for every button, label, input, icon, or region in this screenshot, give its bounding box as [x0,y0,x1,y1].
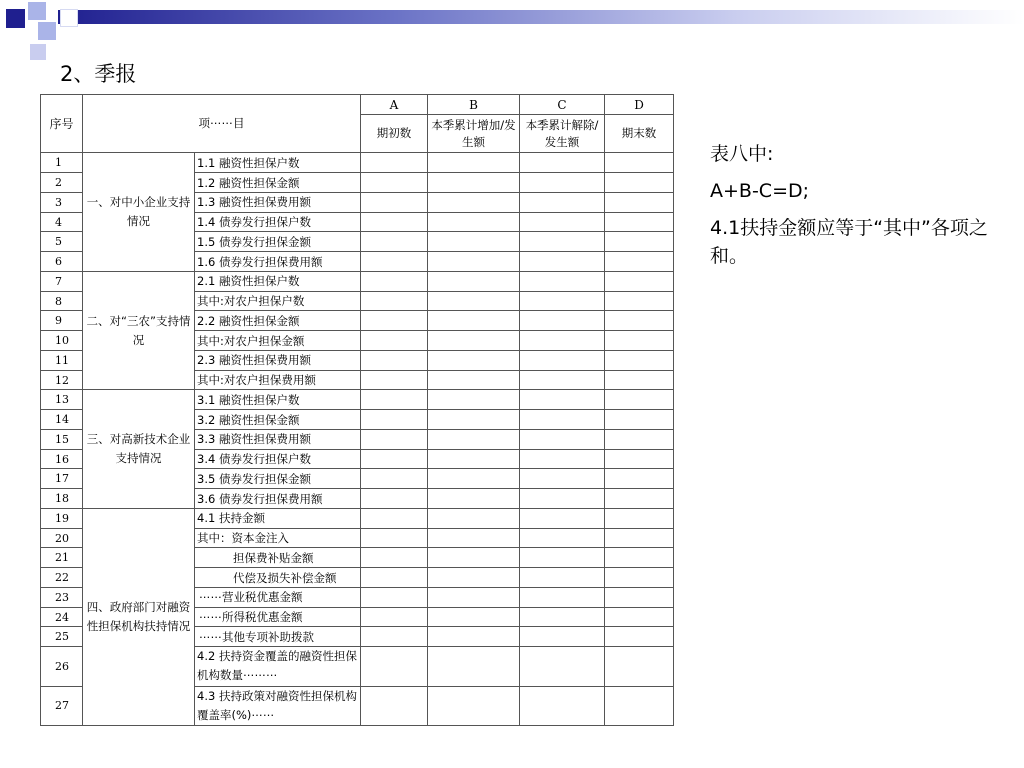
table-row [41,390,674,410]
value-cell [361,587,428,607]
value-cell [428,212,520,232]
slide-title: 2、季报 [60,62,137,86]
value-cell [428,271,520,291]
row-item: 4.3 扶持政策对融资性担保机构覆盖率(%)⋯⋯ [195,686,361,725]
value-cell [605,528,674,548]
value-cell [520,370,605,390]
value-cell [361,686,428,725]
value-cell [605,271,674,291]
row-item: 1.3 融资性担保费用额 [195,192,361,212]
row-number: 27 [41,686,83,725]
header-gradient-bar [58,10,1024,24]
group-label: 二、对“三农”支持情况 [83,271,195,390]
row-item: ⋯⋯所得税优惠金额 [195,607,361,627]
row-number: 21 [41,548,83,568]
table-header-row [41,95,674,115]
header-seq: 序号 [41,95,83,153]
note-line: A+B-C=D; [710,180,810,202]
value-cell [428,390,520,410]
value-cell [361,311,428,331]
row-item: 1.5 债券发行担保金额 [195,232,361,252]
value-cell [428,311,520,331]
value-cell [361,489,428,509]
row-number: 24 [41,607,83,627]
row-item: 其中:对农户担保费用额 [195,370,361,390]
note-line: 表八中: [710,143,774,165]
value-cell [605,390,674,410]
row-item: 2.3 融资性担保费用额 [195,350,361,370]
value-cell [605,587,674,607]
row-number: 7 [41,271,83,291]
value-cell [361,271,428,291]
header-col-label: 期初数 [361,115,428,153]
value-cell [428,508,520,528]
row-number: 3 [41,192,83,212]
row-item: 其中:对农户担保金额 [195,331,361,351]
value-cell [520,607,605,627]
header-col-letter: A [361,95,428,115]
value-cell [428,410,520,430]
row-number: 16 [41,449,83,469]
row-item: 2.1 融资性担保户数 [195,271,361,291]
value-cell [520,232,605,252]
value-cell [520,508,605,528]
value-cell [428,469,520,489]
row-number: 23 [41,587,83,607]
value-cell [605,607,674,627]
value-cell [361,528,428,548]
row-number: 4 [41,212,83,232]
value-cell [520,410,605,430]
value-cell [428,607,520,627]
row-number: 20 [41,528,83,548]
row-item: 3.6 债券发行担保费用额 [195,489,361,509]
row-item: 3.2 融资性担保金额 [195,410,361,430]
value-cell [428,449,520,469]
group-label: 四、政府部门对融资性担保机构扶持情况 [83,508,195,725]
value-cell [520,350,605,370]
value-cell [605,429,674,449]
value-cell [428,252,520,272]
group-label: 三、对高新技术企业支持情况 [83,390,195,509]
value-cell [428,192,520,212]
value-cell [520,311,605,331]
value-cell [361,173,428,193]
row-number: 13 [41,390,83,410]
value-cell [605,647,674,686]
value-cell [605,508,674,528]
note-line: 4.1扶持金额应等于“其中”各项之和。 [710,217,988,267]
row-item: 4.2 扶持资金覆盖的融资性担保机构数量⋯⋯⋯ [195,647,361,686]
row-number: 8 [41,291,83,311]
value-cell [361,370,428,390]
value-cell [361,429,428,449]
value-cell [605,153,674,173]
value-cell [605,173,674,193]
value-cell [520,331,605,351]
value-cell [605,410,674,430]
row-item: 担保费补贴金额 [195,548,361,568]
value-cell [520,252,605,272]
value-cell [605,686,674,725]
value-cell [428,587,520,607]
value-cell [605,370,674,390]
row-number: 19 [41,508,83,528]
row-item: 1.6 债券发行担保费用额 [195,252,361,272]
row-number: 17 [41,469,83,489]
value-cell [605,449,674,469]
value-cell [428,627,520,647]
row-item: 1.2 融资性担保金额 [195,173,361,193]
value-cell [361,607,428,627]
value-cell [361,350,428,370]
value-cell [605,331,674,351]
row-item: 3.5 债券发行担保金额 [195,469,361,489]
value-cell [520,153,605,173]
value-cell [520,627,605,647]
header-square-dark [6,9,25,28]
group-label: 一、对中小企业支持情况 [83,153,195,272]
row-item: 3.4 债券发行担保户数 [195,449,361,469]
header-square-light [30,44,46,60]
value-cell [520,548,605,568]
row-number: 2 [41,173,83,193]
value-cell [361,568,428,588]
value-cell [520,528,605,548]
row-item: 2.2 融资性担保金额 [195,311,361,331]
row-item: 代偿及损失补偿金额 [195,568,361,588]
value-cell [520,212,605,232]
row-item: ⋯⋯营业税优惠金额 [195,587,361,607]
value-cell [605,232,674,252]
header-square-outline [60,9,78,27]
value-cell [361,252,428,272]
notes-panel [710,140,1010,279]
row-number: 5 [41,232,83,252]
row-number: 1 [41,153,83,173]
header-square-light [38,22,56,40]
value-cell [520,271,605,291]
value-cell [520,291,605,311]
value-cell [361,153,428,173]
row-number: 26 [41,647,83,686]
header-col-letter: C [520,95,605,115]
row-number: 12 [41,370,83,390]
row-item: 4.1 扶持金额 [195,508,361,528]
row-number: 25 [41,627,83,647]
value-cell [520,568,605,588]
row-item: 3.3 融资性担保费用额 [195,429,361,449]
value-cell [605,469,674,489]
header-col-letter: B [428,95,520,115]
value-cell [605,350,674,370]
value-cell [428,173,520,193]
value-cell [520,469,605,489]
value-cell [361,469,428,489]
value-cell [520,489,605,509]
row-item: 1.4 债券发行担保户数 [195,212,361,232]
value-cell [520,587,605,607]
value-cell [605,291,674,311]
header-col-letter: D [605,95,674,115]
value-cell [428,548,520,568]
value-cell [361,449,428,469]
value-cell [428,647,520,686]
row-number: 15 [41,429,83,449]
value-cell [605,489,674,509]
header-square-light [28,2,46,20]
table-row [41,153,674,173]
value-cell [520,686,605,725]
value-cell [428,232,520,252]
row-item: 1.1 融资性担保户数 [195,153,361,173]
value-cell [361,291,428,311]
row-number: 14 [41,410,83,430]
row-number: 11 [41,350,83,370]
header-col-label: 本季累计解除/发生额 [520,115,605,153]
value-cell [428,153,520,173]
value-cell [428,350,520,370]
value-cell [428,489,520,509]
value-cell [361,627,428,647]
value-cell [361,212,428,232]
value-cell [605,627,674,647]
value-cell [520,390,605,410]
row-item: 其中：资本金注入 [195,528,361,548]
value-cell [428,331,520,351]
value-cell [361,232,428,252]
value-cell [520,449,605,469]
value-cell [520,429,605,449]
table-row [41,508,674,528]
value-cell [361,410,428,430]
row-number: 6 [41,252,83,272]
value-cell [428,291,520,311]
value-cell [428,370,520,390]
row-number: 9 [41,311,83,331]
value-cell [361,390,428,410]
row-number: 18 [41,489,83,509]
value-cell [361,647,428,686]
value-cell [428,568,520,588]
value-cell [428,429,520,449]
row-item: 3.1 融资性担保户数 [195,390,361,410]
value-cell [605,252,674,272]
row-item: 其中:对农户担保户数 [195,291,361,311]
value-cell [361,331,428,351]
row-number: 10 [41,331,83,351]
header-item: 项⋯⋯目 [83,95,361,153]
header-col-label: 期末数 [605,115,674,153]
value-cell [605,212,674,232]
value-cell [428,528,520,548]
row-number: 22 [41,568,83,588]
value-cell [520,173,605,193]
header-col-label: 本季累计增加/发生额 [428,115,520,153]
value-cell [520,647,605,686]
table-row [41,271,674,291]
row-item: ⋯⋯其他专项补助拨款 [195,627,361,647]
value-cell [520,192,605,212]
value-cell [605,192,674,212]
value-cell [605,311,674,331]
value-cell [428,686,520,725]
value-cell [605,568,674,588]
value-cell [605,548,674,568]
value-cell [361,548,428,568]
value-cell [361,192,428,212]
value-cell [361,508,428,528]
report-table [40,94,674,726]
